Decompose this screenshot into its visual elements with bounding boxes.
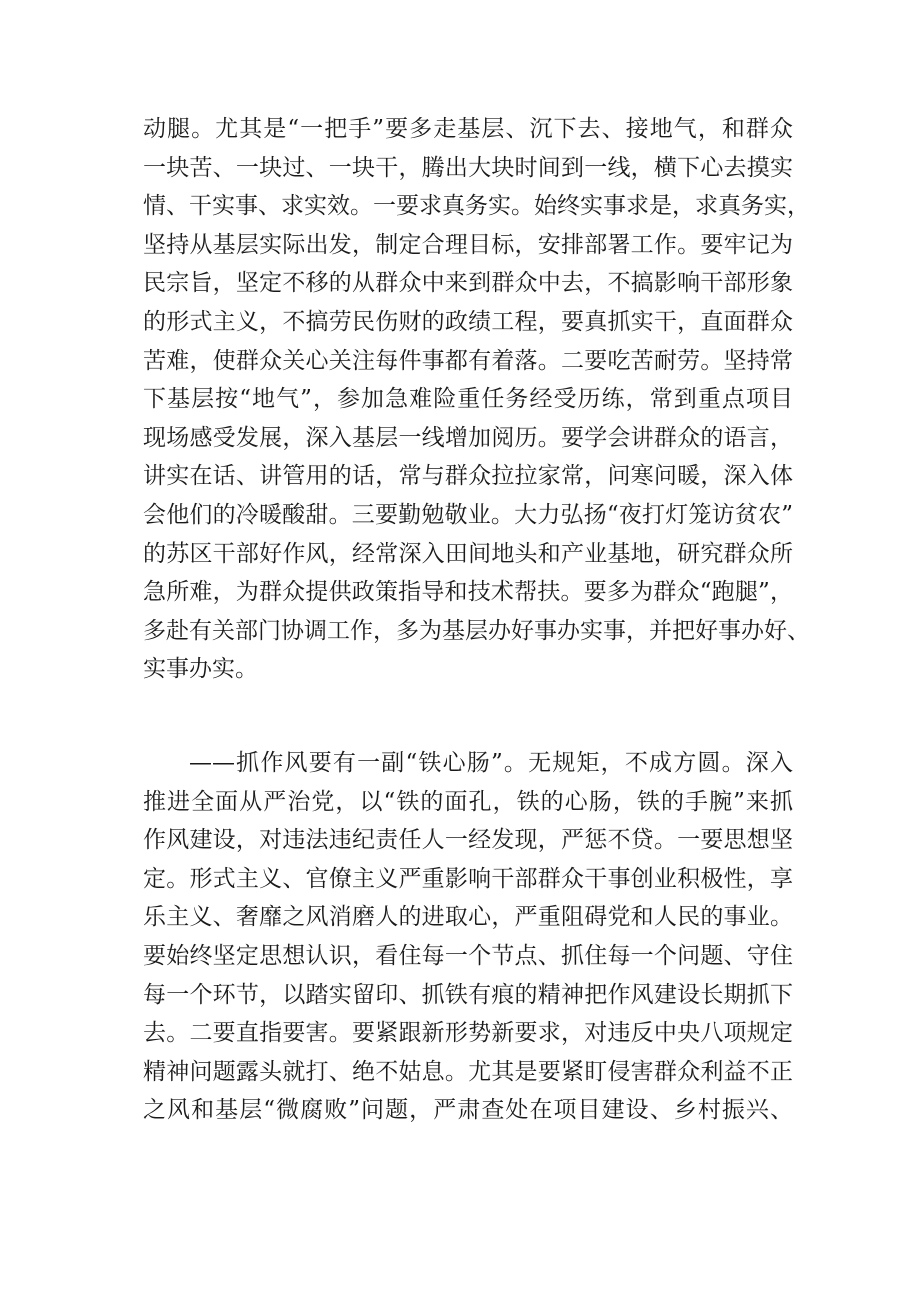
text-line: 要始终坚定思想认识，看住每一个节点、抓住每一个问题、守住 [143, 942, 793, 969]
text-line: 讲实在话、讲管用的话，常与群众拉拉家常，问寒问暖，深入体 [143, 463, 793, 490]
text-line: 会他们的冷暖酸甜。三要勤勉敬业。大力弘扬“夜打灯笼访贫农” [143, 501, 793, 528]
text-line: 动腿。尤其是“一把手”要多走基层、沉下去、接地气，和群众 [143, 116, 793, 142]
text-line: 现场感受发展，深入基层一线增加阅历。要学会讲群众的语言， [143, 424, 793, 451]
text-line: 苦难，使群众关心关注每件事都有着落。二要吃苦耐劳。坚持常 [143, 347, 793, 374]
text-line: 定。形式主义、官僚主义严重影响干部群众干事创业积极性，享 [143, 865, 793, 892]
text-line: 之风和基层“微腐败”问题，严肃查处在项目建设、乡村振兴、 [143, 1097, 793, 1124]
text-line: 情、干实事、求实效。一要求真务实。始终实事求是，求真务实， [143, 193, 810, 220]
paragraph [143, 110, 810, 689]
text-line: 每一个环节，以踏实留印、抓铁有痕的精神把作风建设长期抓下 [143, 981, 793, 1008]
text-line: 急所难，为群众提供政策指导和技术帮扶。要多为群众“跑腿”， [143, 579, 793, 606]
text-line: 去。二要直指要害。要紧跟新形势新要求，对违反中央八项规定 [143, 1020, 793, 1047]
text-line: 民宗旨，坚定不移的从群众中来到群众中去，不搞影响干部形象 [143, 270, 793, 297]
text-line: 坚持从基层实际出发，制定合理目标，安排部署工作。要牢记为 [143, 231, 793, 258]
text-line: 一块苦、一块过、一块干，腾出大块时间到一线，横下心去摸实 [143, 154, 793, 181]
text-line: ——抓作风要有一副“铁心肠”。无规矩，不成方圆。深入 [189, 750, 793, 776]
text-line: 多赴有关部门协调工作，多为基层办好事办实事，并把好事办好、 [143, 617, 810, 644]
text-line: 推进全面从严治党，以“铁的面孔，铁的心肠，铁的手腕”来抓 [143, 788, 793, 815]
text-line: 的苏区干部好作风，经常深入田间地头和产业基地，研究群众所 [143, 540, 793, 567]
paragraph [143, 744, 793, 1130]
text-line: 精神问题露头就打、绝不姑息。尤其是要紧盯侵害群众利益不正 [143, 1058, 793, 1085]
text-line: 乐主义、奢靡之风消磨人的进取心，严重阻碍党和人民的事业。 [143, 904, 793, 931]
text-line: 实事办实。 [143, 656, 258, 683]
text-line: 下基层按“地气”，参加急难险重任务经受历练，常到重点项目 [143, 386, 793, 413]
text-line: 的形式主义，不搞劳民伤财的政绩工程，要真抓实干，直面群众 [143, 308, 793, 335]
text-line: 作风建设，对违法违纪责任人一经发现，严惩不贷。一要思想坚 [143, 827, 793, 854]
